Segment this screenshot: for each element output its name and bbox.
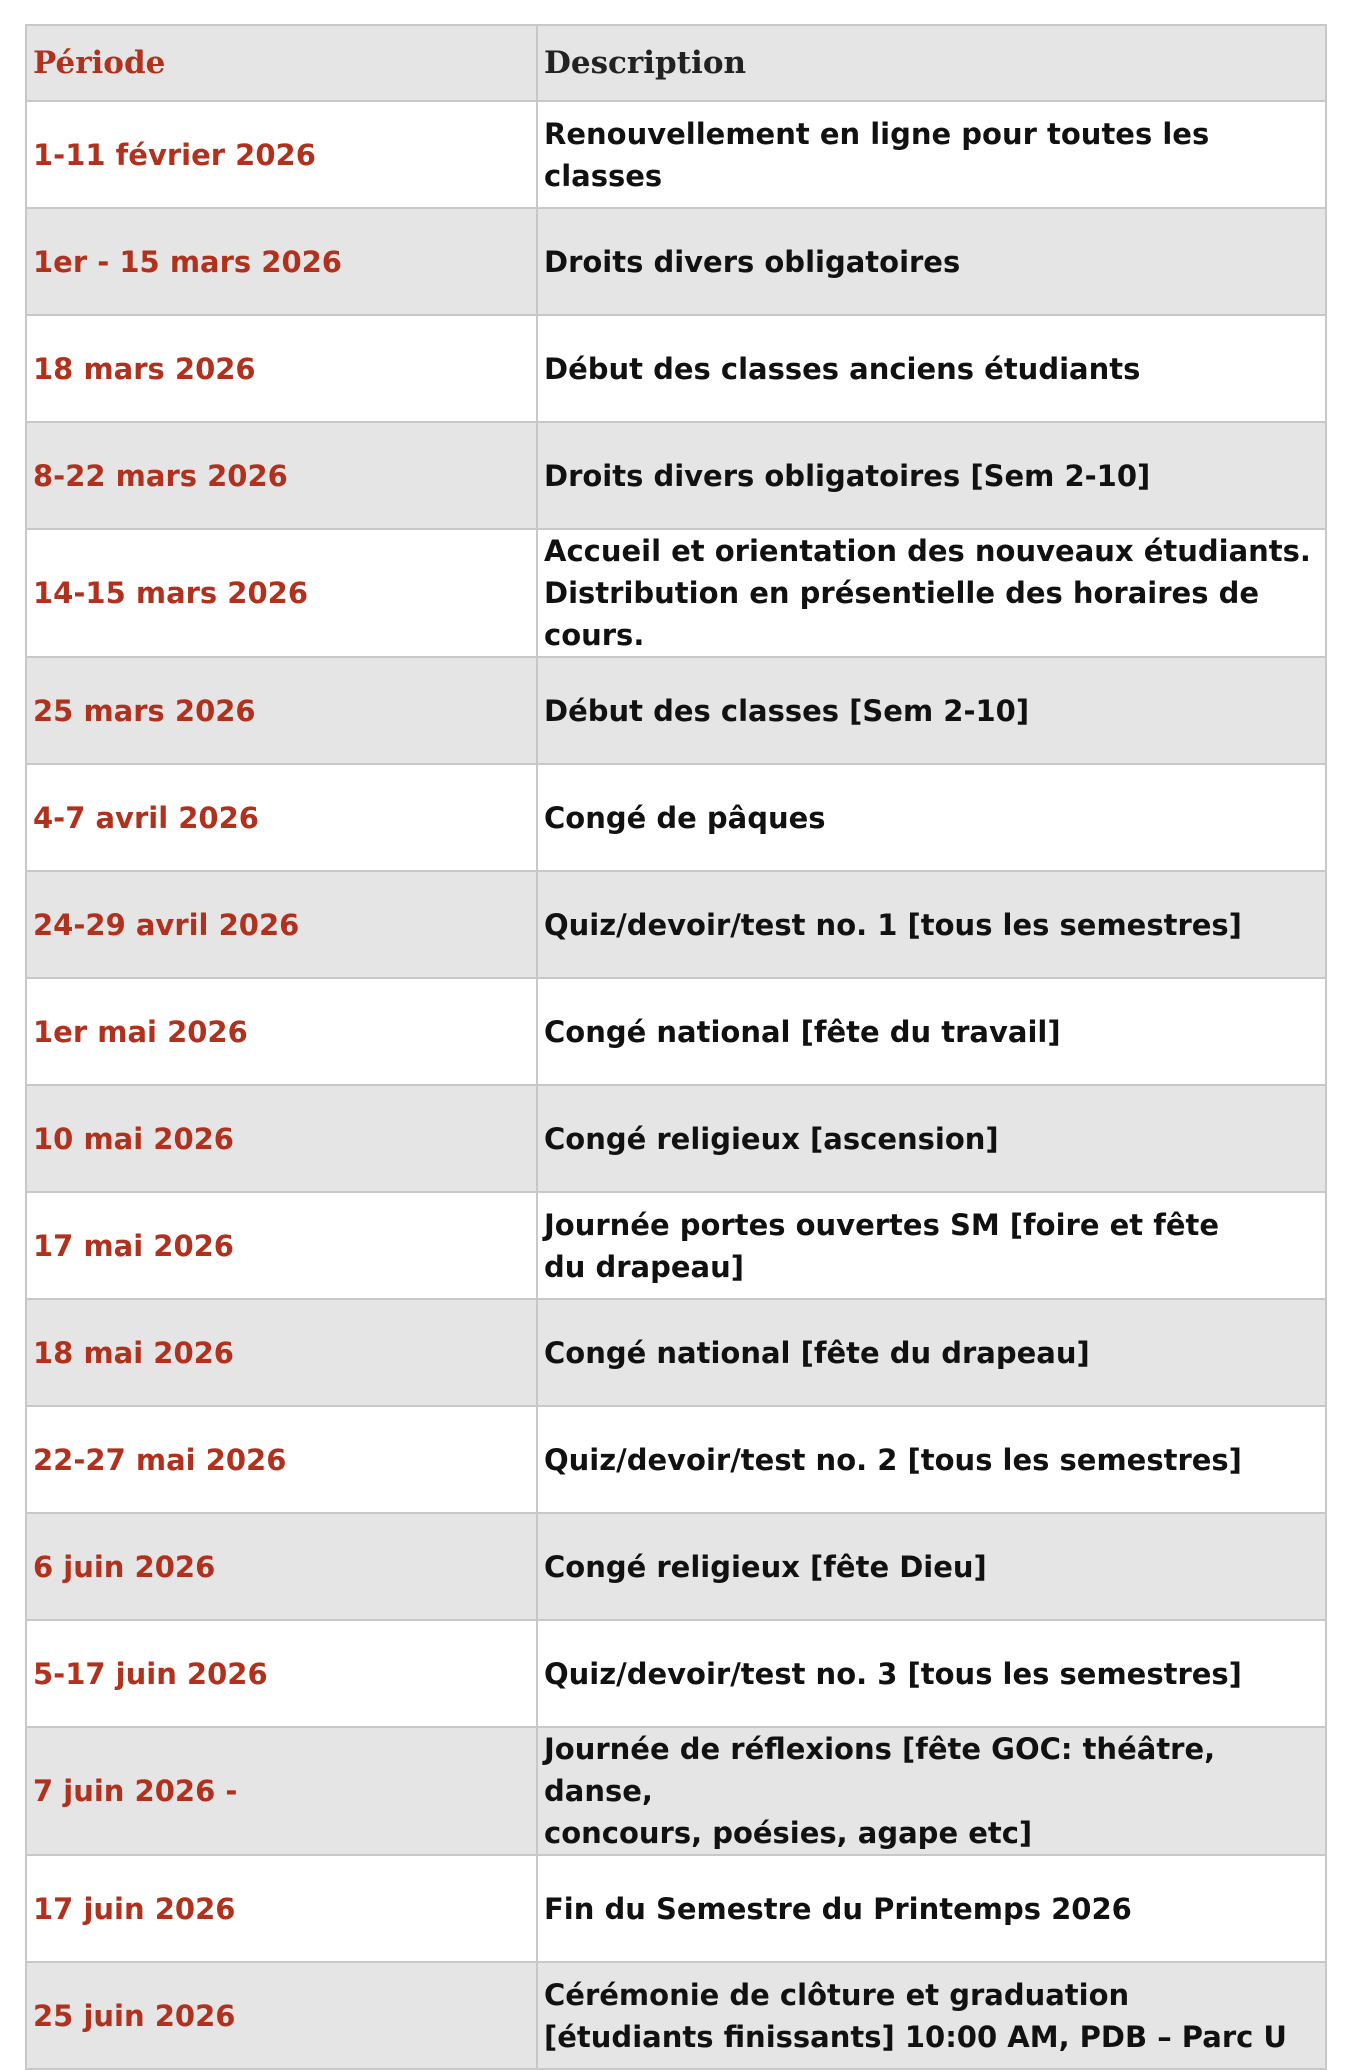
period-cell: 18 mars 2026 [26, 315, 537, 422]
table-row [26, 422, 1326, 529]
description-cell [537, 1192, 1326, 1299]
description-cell [537, 657, 1326, 764]
table-row [26, 101, 1326, 208]
description-line: Renouvellement en ligne pour toutes les classes [544, 116, 1210, 193]
table-row [26, 978, 1326, 1085]
table-header [26, 25, 1326, 101]
description-cell [537, 315, 1326, 422]
period-cell: 6 juin 2026 [26, 1513, 537, 1620]
column-header-description: Description [537, 25, 1326, 101]
period-cell: 14-15 mars 2026 [26, 529, 537, 657]
table-row [26, 208, 1326, 315]
description-cell [537, 208, 1326, 315]
table-row [26, 657, 1326, 764]
description-line: [étudiants finissants] 10:00 AM, PDB – Parc U [544, 2019, 1287, 2054]
table-row [26, 1855, 1326, 1962]
description-cell [537, 978, 1326, 1085]
description-cell [537, 1855, 1326, 1962]
description-cell [537, 422, 1326, 529]
period-cell: 24-29 avril 2026 [26, 871, 537, 978]
column-header-period: Période [26, 25, 537, 101]
period-cell: 4-7 avril 2026 [26, 764, 537, 871]
schedule-table [25, 24, 1327, 2070]
description-cell [537, 1299, 1326, 1406]
description-line: Cérémonie de clôture et graduation [544, 1977, 1130, 2012]
table-body [26, 101, 1326, 2069]
description-cell [537, 871, 1326, 978]
table-row [26, 1620, 1326, 1727]
description-line: Journée de réflexions [fête GOC: théâtre, danse, [544, 1732, 1216, 1808]
description-line: Début des classes [Sem 2-10] [544, 693, 1030, 728]
description-cell [537, 1727, 1326, 1855]
description-line: Journée portes ouvertes SM [foire et fête [544, 1207, 1220, 1242]
period-cell: 25 juin 2026 [26, 1962, 537, 2069]
period-cell: 18 mai 2026 [26, 1299, 537, 1406]
period-cell: 17 mai 2026 [26, 1192, 537, 1299]
description-cell [537, 529, 1326, 657]
description-line: Congé national [fête du drapeau] [544, 1335, 1090, 1370]
period-cell: 10 mai 2026 [26, 1085, 537, 1192]
period-cell: 17 juin 2026 [26, 1855, 537, 1962]
table-row [26, 315, 1326, 422]
description-cell [537, 101, 1326, 208]
description-line: Congé religieux [ascension] [544, 1121, 999, 1156]
description-line: Congé national [fête du travail] [544, 1014, 1061, 1049]
table-row [26, 1727, 1326, 1855]
period-cell: 8-22 mars 2026 [26, 422, 537, 529]
description-line: Congé de pâques [544, 800, 826, 835]
table-row [26, 1513, 1326, 1620]
description-line: Quiz/devoir/test no. 2 [tous les semestres] [544, 1442, 1242, 1477]
description-line: Fin du Semestre du Printemps 2026 [544, 1891, 1132, 1926]
description-line: concours, poésies, agape etc] [544, 1816, 1033, 1850]
description-cell [537, 764, 1326, 871]
description-line: Droits divers obligatoires [Sem 2-10] [544, 458, 1151, 493]
table-row [26, 764, 1326, 871]
description-line: Droits divers obligatoires [544, 244, 961, 279]
description-line: Quiz/devoir/test no. 1 [tous les semestres] [544, 907, 1242, 942]
period-cell: 7 juin 2026 - [26, 1727, 537, 1855]
table-row [26, 1192, 1326, 1299]
description-line: Accueil et orientation des nouveaux étudiants. [544, 534, 1311, 568]
description-line: Début des classes anciens étudiants [544, 351, 1141, 386]
table-row [26, 529, 1326, 657]
description-cell [537, 1513, 1326, 1620]
period-cell: 22-27 mai 2026 [26, 1406, 537, 1513]
description-line: Congé religieux [fête Dieu] [544, 1549, 987, 1584]
table-row [26, 1085, 1326, 1192]
period-cell: 25 mars 2026 [26, 657, 537, 764]
description-cell [537, 1406, 1326, 1513]
period-cell: 1-11 février 2026 [26, 101, 537, 208]
description-cell [537, 1085, 1326, 1192]
description-line: du drapeau] [544, 1249, 745, 1284]
period-cell: 1er - 15 mars 2026 [26, 208, 537, 315]
description-cell [537, 1962, 1326, 2069]
period-cell: 1er mai 2026 [26, 978, 537, 1085]
description-cell [537, 1620, 1326, 1727]
table-row [26, 1299, 1326, 1406]
table-row [26, 1406, 1326, 1513]
description-line: Distribution en présentielle des horaires de cours. [544, 576, 1260, 652]
description-line: Quiz/devoir/test no. 3 [tous les semestres] [544, 1656, 1242, 1691]
table-row [26, 1962, 1326, 2069]
table-row [26, 871, 1326, 978]
period-cell: 5-17 juin 2026 [26, 1620, 537, 1727]
header-row [26, 25, 1326, 101]
